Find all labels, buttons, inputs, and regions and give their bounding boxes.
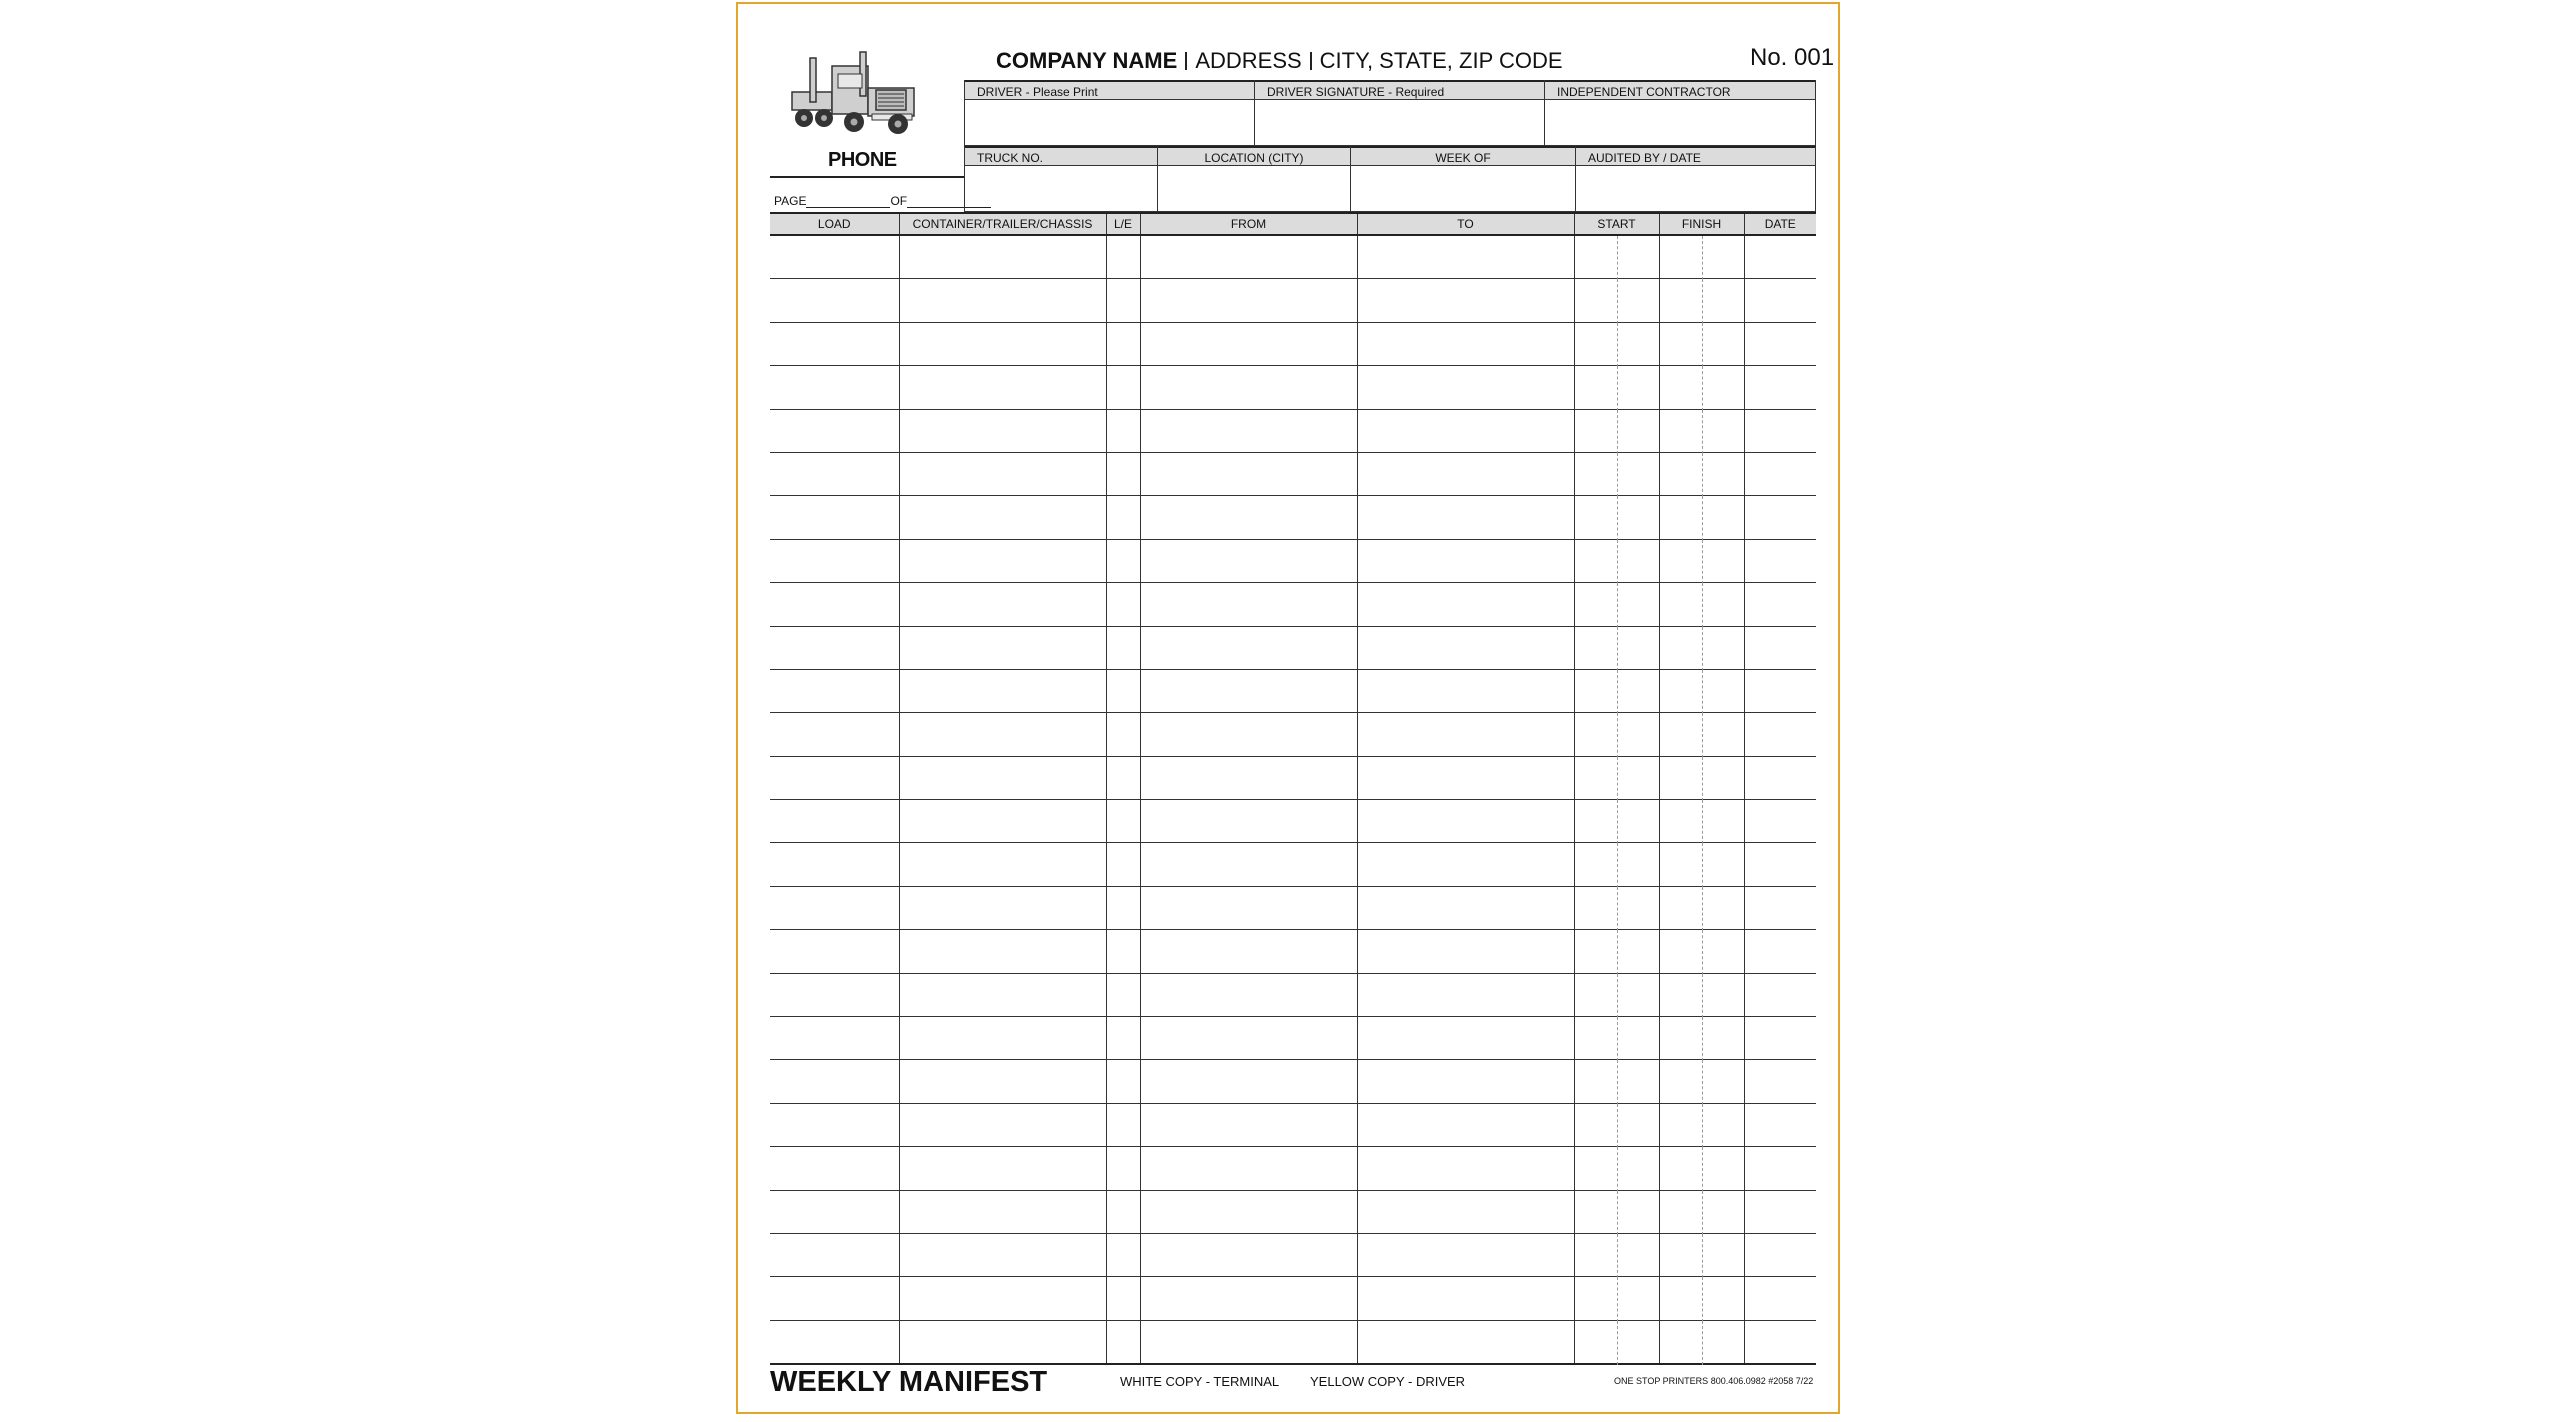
cell-container[interactable] [899,626,1106,669]
cell-from[interactable] [1140,1233,1357,1276]
cell-from[interactable] [1140,1320,1357,1364]
page-label: PAGE [774,194,807,208]
cell-date[interactable] [1744,409,1816,452]
cell-container[interactable] [899,1233,1106,1276]
cell-le[interactable] [1106,1147,1140,1190]
cell-from[interactable] [1140,366,1357,409]
cell-container[interactable] [899,539,1106,582]
cell-to[interactable] [1357,539,1574,582]
cell-start[interactable] [1574,800,1659,843]
cell-from[interactable] [1140,452,1357,495]
cell-le[interactable] [1106,583,1140,626]
cell-le[interactable] [1106,1103,1140,1146]
cell-start[interactable] [1574,1017,1659,1060]
company-name: COMPANY NAME [996,48,1178,73]
cell-date[interactable] [1744,800,1816,843]
cell-load[interactable] [770,669,899,712]
table-row [770,930,1816,973]
independent-contractor-label: INDEPENDENT CONTRACTOR [1545,80,1815,100]
cell-to[interactable] [1357,1233,1574,1276]
cell-finish[interactable] [1659,1103,1744,1146]
col-finish-header: FINISH [1659,213,1744,235]
cell-to[interactable] [1357,1103,1574,1146]
cell-to[interactable] [1357,843,1574,886]
cell-date[interactable] [1744,626,1816,669]
cell-date[interactable] [1744,539,1816,582]
cell-from[interactable] [1140,539,1357,582]
cell-le[interactable] [1106,409,1140,452]
cell-start[interactable] [1574,973,1659,1016]
table-row [770,1233,1816,1276]
cell-start[interactable] [1574,669,1659,712]
col-le-header: L/E [1106,213,1140,235]
col-start-header: START [1574,213,1659,235]
cell-date[interactable] [1744,1233,1816,1276]
cell-le[interactable] [1106,1017,1140,1060]
cell-to[interactable] [1357,756,1574,799]
cell-start[interactable] [1574,1277,1659,1320]
col-load-header: LOAD [770,213,899,235]
cell-load[interactable] [770,1060,899,1103]
cell-date[interactable] [1744,713,1816,756]
cell-to[interactable] [1357,1320,1574,1364]
cell-date[interactable] [1744,930,1816,973]
yellow-copy-note: YELLOW COPY - DRIVER [1310,1374,1466,1389]
cell-container[interactable] [899,930,1106,973]
cell-load[interactable] [770,930,899,973]
form-number: No. 001 [1750,44,1835,71]
table-body [770,235,1816,1364]
cell-load[interactable] [770,1233,899,1276]
cell-from[interactable] [1140,1190,1357,1233]
cell-date[interactable] [1744,366,1816,409]
cell-finish[interactable] [1659,235,1744,279]
cell-le[interactable] [1106,279,1140,322]
cell-load[interactable] [770,409,899,452]
col-container-header: CONTAINER/TRAILER/CHASSIS [899,213,1106,235]
cell-to[interactable] [1357,1277,1574,1320]
table-row [770,886,1816,929]
cell-load[interactable] [770,1147,899,1190]
cell-load[interactable] [770,1017,899,1060]
cell-le[interactable] [1106,452,1140,495]
cell-to[interactable] [1357,322,1574,365]
cell-from[interactable] [1140,930,1357,973]
phone-label: PHONE [828,149,897,171]
cell-load[interactable] [770,1277,899,1320]
cell-finish[interactable] [1659,930,1744,973]
cell-le[interactable] [1106,1060,1140,1103]
cell-to[interactable] [1357,409,1574,452]
cell-from[interactable] [1140,496,1357,539]
cell-le[interactable] [1106,626,1140,669]
cell-finish[interactable] [1659,496,1744,539]
cell-from[interactable] [1140,843,1357,886]
cell-date[interactable] [1744,235,1816,279]
cell-container[interactable] [899,713,1106,756]
cell-container[interactable] [899,756,1106,799]
cell-load[interactable] [770,366,899,409]
cell-load[interactable] [770,626,899,669]
cell-date[interactable] [1744,973,1816,1016]
cell-le[interactable] [1106,496,1140,539]
cell-start[interactable] [1574,1233,1659,1276]
cell-date[interactable] [1744,1147,1816,1190]
cell-to[interactable] [1357,496,1574,539]
cell-container[interactable] [899,235,1106,279]
cell-to[interactable] [1357,973,1574,1016]
cell-le[interactable] [1106,1233,1140,1276]
cell-finish[interactable] [1659,409,1744,452]
cell-finish[interactable] [1659,973,1744,1016]
cell-le[interactable] [1106,1320,1140,1364]
cell-date[interactable] [1744,583,1816,626]
cell-date[interactable] [1744,1320,1816,1364]
cell-load[interactable] [770,235,899,279]
table-row [770,235,1816,279]
cell-container[interactable] [899,1190,1106,1233]
truck-icon [788,44,928,140]
cell-start[interactable] [1574,452,1659,495]
table-row [770,1103,1816,1146]
cell-from[interactable] [1140,1147,1357,1190]
cell-load[interactable] [770,496,899,539]
cell-container[interactable] [899,496,1106,539]
table-row [770,1277,1816,1320]
table-row [770,973,1816,1016]
cell-to[interactable] [1357,1060,1574,1103]
cell-from[interactable] [1140,409,1357,452]
driver-name-label: DRIVER - Please Print [965,80,1254,100]
table-row [770,1017,1816,1060]
cell-to[interactable] [1357,1190,1574,1233]
cell-start[interactable] [1574,1103,1659,1146]
cell-container[interactable] [899,1060,1106,1103]
cell-date[interactable] [1744,1017,1816,1060]
cell-start[interactable] [1574,279,1659,322]
cell-start[interactable] [1574,886,1659,929]
cell-load[interactable] [770,713,899,756]
cell-load[interactable] [770,1190,899,1233]
cell-start[interactable] [1574,496,1659,539]
cell-finish[interactable] [1659,1017,1744,1060]
table-row [770,1190,1816,1233]
cell-finish[interactable] [1659,1147,1744,1190]
cell-start[interactable] [1574,843,1659,886]
header-row-truck [964,146,1816,212]
audited-by-label: AUDITED BY / DATE [1576,146,1815,166]
cell-le[interactable] [1106,843,1140,886]
cell-date[interactable] [1744,279,1816,322]
cell-from[interactable] [1140,1017,1357,1060]
cell-load[interactable] [770,1320,899,1364]
company-address: ADDRESS [1195,48,1302,73]
truck-number-field[interactable] [965,146,1158,211]
table-row [770,539,1816,582]
cell-container[interactable] [899,1277,1106,1320]
cell-date[interactable] [1744,756,1816,799]
cell-start[interactable] [1574,930,1659,973]
cell-finish[interactable] [1659,669,1744,712]
cell-load[interactable] [770,322,899,365]
cell-finish[interactable] [1659,279,1744,322]
cell-date[interactable] [1744,496,1816,539]
cell-finish[interactable] [1659,1320,1744,1364]
cell-start[interactable] [1574,366,1659,409]
cell-start[interactable] [1574,235,1659,279]
cell-container[interactable] [899,669,1106,712]
cell-to[interactable] [1357,1017,1574,1060]
cell-container[interactable] [899,366,1106,409]
cell-to[interactable] [1357,669,1574,712]
cell-container[interactable] [899,1103,1106,1146]
cell-finish[interactable] [1659,713,1744,756]
cell-start[interactable] [1574,1147,1659,1190]
cell-date[interactable] [1744,886,1816,929]
cell-date[interactable] [1744,1190,1816,1233]
week-of-field[interactable] [1351,146,1576,211]
truck-number-label: TRUCK NO. [965,146,1157,166]
cell-to[interactable] [1357,452,1574,495]
cell-start[interactable] [1574,756,1659,799]
cell-finish[interactable] [1659,539,1744,582]
driver-signature-label: DRIVER SIGNATURE - Required [1255,80,1544,100]
cell-to[interactable] [1357,1147,1574,1190]
cell-container[interactable] [899,800,1106,843]
table-header-row [770,213,1816,235]
cell-load[interactable] [770,452,899,495]
table-row [770,1060,1816,1103]
cell-to[interactable] [1357,279,1574,322]
cell-to[interactable] [1357,626,1574,669]
table-row [770,626,1816,669]
table-row [770,452,1816,495]
cell-from[interactable] [1140,669,1357,712]
white-copy-note: WHITE COPY - TERMINAL [1120,1374,1280,1389]
cell-from[interactable] [1140,756,1357,799]
cell-date[interactable] [1744,1060,1816,1103]
cell-to[interactable] [1357,886,1574,929]
cell-container[interactable] [899,322,1106,365]
cell-from[interactable] [1140,1060,1357,1103]
cell-start[interactable] [1574,322,1659,365]
cell-le[interactable] [1106,756,1140,799]
cell-from[interactable] [1140,1103,1357,1146]
header-row-driver [964,80,1816,146]
driver-signature-field[interactable] [1255,80,1545,145]
cell-load[interactable] [770,279,899,322]
cell-start[interactable] [1574,409,1659,452]
phone-rule [770,176,964,178]
load-log-table [770,212,1816,1365]
table-row [770,279,1816,322]
table-row [770,713,1816,756]
of-label: OF [890,194,908,208]
separator [1185,52,1187,70]
cell-container[interactable] [899,409,1106,452]
cell-le[interactable] [1106,713,1140,756]
cell-load[interactable] [770,973,899,1016]
table-row [770,409,1816,452]
cell-from[interactable] [1140,800,1357,843]
cell-finish[interactable] [1659,583,1744,626]
cell-from[interactable] [1140,235,1357,279]
cell-container[interactable] [899,1320,1106,1364]
col-to-header: TO [1357,213,1574,235]
cell-from[interactable] [1140,626,1357,669]
cell-finish[interactable] [1659,366,1744,409]
col-date-header: DATE [1744,213,1816,235]
company-line [996,48,1563,74]
cell-date[interactable] [1744,322,1816,365]
cell-start[interactable] [1574,1190,1659,1233]
table-row [770,583,1816,626]
cell-load[interactable] [770,756,899,799]
cell-le[interactable] [1106,366,1140,409]
cell-le[interactable] [1106,800,1140,843]
cell-load[interactable] [770,800,899,843]
cell-finish[interactable] [1659,843,1744,886]
cell-finish[interactable] [1659,1060,1744,1103]
separator [1310,52,1312,70]
cell-load[interactable] [770,583,899,626]
cell-container[interactable] [899,973,1106,1016]
cell-finish[interactable] [1659,1190,1744,1233]
cell-date[interactable] [1744,669,1816,712]
cell-load[interactable] [770,843,899,886]
company-city-state-zip: CITY, STATE, ZIP CODE [1319,48,1563,73]
table-row [770,366,1816,409]
printer-credit: ONE STOP PRINTERS 800.406.0982 #2058 7/22 [1614,1376,1814,1386]
cell-finish[interactable] [1659,626,1744,669]
cell-from[interactable] [1140,973,1357,1016]
table-row [770,496,1816,539]
cell-container[interactable] [899,1147,1106,1190]
cell-to[interactable] [1357,800,1574,843]
cell-le[interactable] [1106,886,1140,929]
form-title: WEEKLY MANIFEST [770,1366,1048,1398]
table-row [770,843,1816,886]
cell-date[interactable] [1744,452,1816,495]
cell-le[interactable] [1106,539,1140,582]
independent-contractor-field[interactable] [1545,80,1815,145]
cell-finish[interactable] [1659,800,1744,843]
cell-start[interactable] [1574,713,1659,756]
manifest-sheet [736,2,1840,1414]
location-city-label: LOCATION (CITY) [1158,146,1350,166]
table-row [770,1320,1816,1364]
cell-le[interactable] [1106,322,1140,365]
cell-finish[interactable] [1659,322,1744,365]
cell-container[interactable] [899,843,1106,886]
cell-from[interactable] [1140,713,1357,756]
cell-to[interactable] [1357,583,1574,626]
cell-date[interactable] [1744,843,1816,886]
cell-start[interactable] [1574,626,1659,669]
cell-from[interactable] [1140,583,1357,626]
cell-le[interactable] [1106,235,1140,279]
table-row [770,322,1816,365]
cell-start[interactable] [1574,583,1659,626]
cell-from[interactable] [1140,279,1357,322]
cell-container[interactable] [899,452,1106,495]
cell-to[interactable] [1357,366,1574,409]
cell-container[interactable] [899,279,1106,322]
driver-name-field[interactable] [965,80,1255,145]
cell-start[interactable] [1574,539,1659,582]
cell-le[interactable] [1106,1277,1140,1320]
cell-le[interactable] [1106,1190,1140,1233]
table-row [770,669,1816,712]
cell-finish[interactable] [1659,756,1744,799]
location-city-field[interactable] [1158,146,1351,211]
cell-load[interactable] [770,539,899,582]
cell-date[interactable] [1744,1103,1816,1146]
cell-finish[interactable] [1659,452,1744,495]
audited-by-field[interactable] [1576,146,1815,211]
cell-container[interactable] [899,1017,1106,1060]
col-from-header: FROM [1140,213,1357,235]
cell-container[interactable] [899,886,1106,929]
cell-le[interactable] [1106,973,1140,1016]
cell-finish[interactable] [1659,886,1744,929]
cell-to[interactable] [1357,713,1574,756]
table-row [770,1147,1816,1190]
cell-start[interactable] [1574,1320,1659,1364]
table-row [770,756,1816,799]
cell-load[interactable] [770,886,899,929]
week-of-label: WEEK OF [1351,146,1575,166]
cell-le[interactable] [1106,930,1140,973]
cell-finish[interactable] [1659,1233,1744,1276]
cell-to[interactable] [1357,930,1574,973]
cell-from[interactable] [1140,886,1357,929]
table-row [770,800,1816,843]
cell-start[interactable] [1574,1060,1659,1103]
cell-load[interactable] [770,1103,899,1146]
cell-date[interactable] [1744,1277,1816,1320]
cell-from[interactable] [1140,1277,1357,1320]
cell-finish[interactable] [1659,1277,1744,1320]
page-number-blank[interactable] [806,207,890,208]
cell-to[interactable] [1357,235,1574,279]
cell-from[interactable] [1140,322,1357,365]
cell-container[interactable] [899,583,1106,626]
page-of-field[interactable] [774,194,991,208]
cell-le[interactable] [1106,669,1140,712]
